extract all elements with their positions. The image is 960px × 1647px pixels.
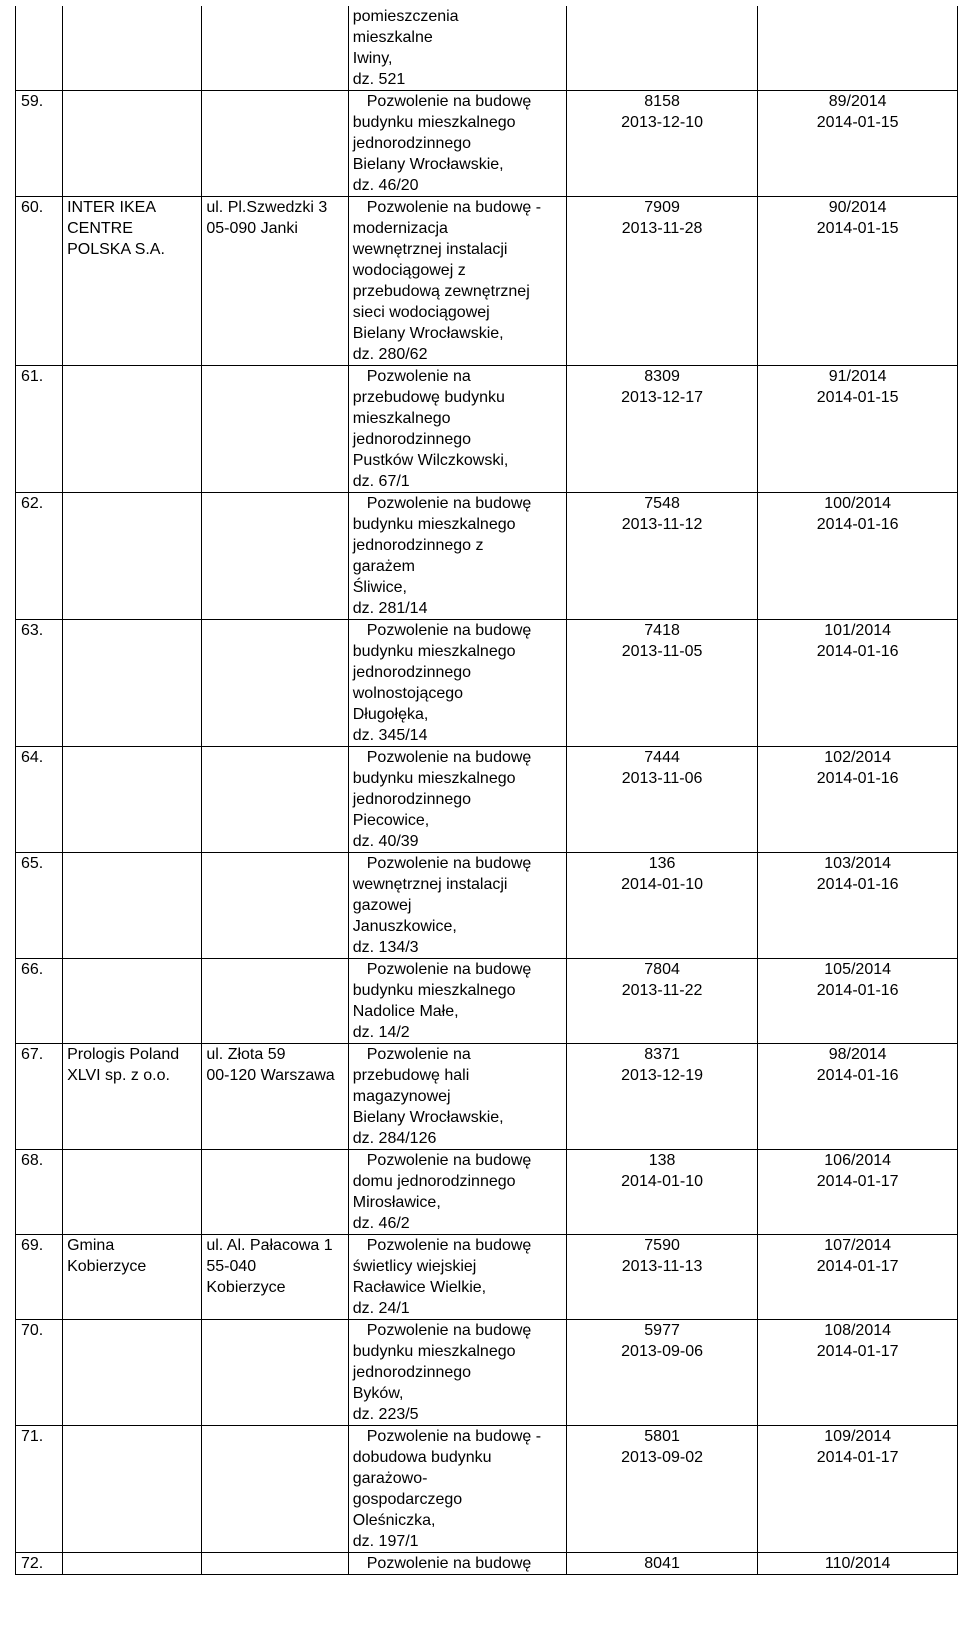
- application-cell: [566, 959, 757, 1044]
- investor-cell: [63, 1235, 202, 1320]
- description-line: wewnętrznej instalacji: [352, 876, 508, 893]
- row-number-cell: [16, 1426, 63, 1553]
- row-number: 62.: [21, 495, 44, 512]
- address-line: 00-120 Warszawa: [206, 1067, 335, 1084]
- description-line: pomieszczenia: [352, 8, 459, 25]
- investor-cell: [63, 1044, 202, 1150]
- application-line: 7590: [644, 1237, 680, 1254]
- investor-cell: [63, 6, 202, 91]
- description-line: Pozwolenie na budowę: [366, 961, 532, 978]
- table-row: [16, 620, 958, 747]
- table-row: [16, 1150, 958, 1235]
- application-line: 2013-12-10: [621, 114, 703, 131]
- description-line: Januszkowice,: [352, 918, 457, 935]
- application-cell: [566, 197, 757, 366]
- decision-cell: [758, 197, 958, 366]
- application-cell: [566, 6, 757, 91]
- decision-cell: [758, 91, 958, 197]
- investor-cell: [63, 1320, 202, 1426]
- application-line: 2014-01-10: [621, 1173, 703, 1190]
- application-cell: [566, 1235, 757, 1320]
- decision-line: 2014-01-15: [816, 389, 899, 406]
- description-line: garażowo-: [352, 1470, 428, 1487]
- description-line: dz. 40/39: [352, 833, 419, 850]
- description-cell: [348, 1320, 566, 1426]
- row-number: 71.: [21, 1428, 44, 1445]
- description-cell: [348, 1150, 566, 1235]
- table-row: [16, 1044, 958, 1150]
- application-line: 2013-11-22: [621, 982, 703, 999]
- description-line: jednorodzinnego z: [352, 537, 484, 554]
- description-line: Pozwolenie na budowę: [366, 622, 532, 639]
- application-line: 2013-12-19: [621, 1067, 703, 1084]
- description-line: dz. 281/14: [352, 600, 428, 617]
- application-cell: [566, 91, 757, 197]
- description-line: jednorodzinnego: [352, 1364, 472, 1381]
- description-cell: [348, 91, 566, 197]
- row-number: 61.: [21, 368, 44, 385]
- investor-cell: [63, 853, 202, 959]
- description-line: Racławice Wielkie,: [352, 1279, 487, 1296]
- decision-line: 102/2014: [824, 749, 892, 766]
- row-number-cell: [16, 1150, 63, 1235]
- application-cell: [566, 1426, 757, 1553]
- investor-cell: [63, 1553, 202, 1575]
- decision-cell: [758, 1426, 958, 1553]
- table-row: [16, 1235, 958, 1320]
- decision-line: 2014-01-16: [816, 770, 899, 787]
- description-line: dz. 280/62: [352, 346, 428, 363]
- description-line: Piecowice,: [352, 812, 430, 829]
- decision-line: 2014-01-16: [816, 643, 899, 660]
- decision-line: 106/2014: [824, 1152, 892, 1169]
- description-line: budynku mieszkalnego: [352, 643, 516, 660]
- description-line: przebudowę budynku: [352, 389, 505, 406]
- permits-table-body: [16, 6, 958, 1575]
- description-line: magazynowej: [352, 1088, 451, 1105]
- table-row: [16, 1426, 958, 1553]
- row-number-cell: [16, 620, 63, 747]
- description-line: dz. 134/3: [352, 939, 419, 956]
- description-line: Pozwolenie na budowę: [366, 749, 532, 766]
- application-line: 2014-01-10: [621, 876, 703, 893]
- decision-line: 105/2014: [824, 961, 892, 978]
- description-line: dz. 24/1: [352, 1300, 410, 1317]
- address-cell: [202, 853, 348, 959]
- investor-cell: [63, 366, 202, 493]
- row-number: 65.: [21, 855, 44, 872]
- row-number: 67.: [21, 1046, 44, 1063]
- description-cell: [348, 1553, 566, 1575]
- application-line: 2013-11-06: [621, 770, 703, 787]
- row-number-cell: [16, 91, 63, 197]
- application-line: 7804: [644, 961, 680, 978]
- decision-line: 2014-01-16: [816, 982, 899, 999]
- address-cell: [202, 1150, 348, 1235]
- description-line: jednorodzinnego: [352, 664, 472, 681]
- description-line: Długołęka,: [352, 706, 429, 723]
- application-line: 7418: [644, 622, 680, 639]
- row-number: 68.: [21, 1152, 44, 1169]
- row-number-cell: [16, 493, 63, 620]
- decision-line: 109/2014: [824, 1428, 892, 1445]
- description-line: Pozwolenie na budowę: [366, 1322, 532, 1339]
- investor-line: CENTRE: [67, 220, 133, 237]
- application-cell: [566, 366, 757, 493]
- application-line: 7444: [644, 749, 680, 766]
- decision-line: 2014-01-16: [816, 1067, 899, 1084]
- row-number: 63.: [21, 622, 44, 639]
- description-line: wodociągowej z: [352, 262, 466, 279]
- row-number: 66.: [21, 961, 44, 978]
- description-line: dz. 14/2: [352, 1024, 410, 1041]
- description-cell: [348, 620, 566, 747]
- description-line: Pozwolenie na budowę: [366, 495, 532, 512]
- investor-line: Kobierzyce: [67, 1258, 147, 1275]
- description-line: dz. 46/2: [352, 1215, 410, 1232]
- decision-line: 108/2014: [824, 1322, 892, 1339]
- investor-cell: [63, 493, 202, 620]
- application-line: 2013-11-13: [621, 1258, 703, 1275]
- description-line: Pozwolenie na: [366, 368, 471, 385]
- investor-cell: [63, 197, 202, 366]
- decision-cell: [758, 6, 958, 91]
- address-cell: [202, 1553, 348, 1575]
- description-line: Oleśniczka,: [352, 1512, 436, 1529]
- description-line: wewnętrznej instalacji: [352, 241, 508, 258]
- application-cell: [566, 620, 757, 747]
- application-cell: [566, 1320, 757, 1426]
- decision-line: 2014-01-15: [816, 220, 899, 237]
- table-row: [16, 1553, 958, 1575]
- description-line: jednorodzinnego: [352, 135, 472, 152]
- decision-line: 100/2014: [824, 495, 892, 512]
- description-cell: [348, 853, 566, 959]
- decision-line: 110/2014: [824, 1555, 891, 1572]
- decision-line: 91/2014: [828, 368, 887, 385]
- description-line: Pozwolenie na budowę -: [366, 1428, 542, 1445]
- decision-line: 103/2014: [824, 855, 892, 872]
- description-cell: [348, 6, 566, 91]
- decision-line: 2014-01-16: [816, 876, 899, 893]
- application-line: 8309: [644, 368, 680, 385]
- decision-cell: [758, 1150, 958, 1235]
- description-line: dz. 46/20: [352, 177, 419, 194]
- description-line: garażem: [352, 558, 415, 575]
- address-cell: [202, 747, 348, 853]
- application-cell: [566, 1150, 757, 1235]
- decision-cell: [758, 1044, 958, 1150]
- description-line: jednorodzinnego: [352, 791, 472, 808]
- decision-cell: [758, 1320, 958, 1426]
- description-line: Pozwolenie na budowę: [366, 855, 532, 872]
- decision-line: 101/2014: [824, 622, 892, 639]
- description-line: dz. 284/126: [352, 1130, 437, 1147]
- table-row: [16, 959, 958, 1044]
- description-line: domu jednorodzinnego: [352, 1173, 516, 1190]
- description-line: Pozwolenie na: [366, 1046, 471, 1063]
- decision-line: 2014-01-17: [816, 1173, 899, 1190]
- decision-cell: [758, 366, 958, 493]
- decision-line: 107/2014: [824, 1237, 892, 1254]
- application-line: 8158: [644, 93, 680, 110]
- description-line: dobudowa budynku: [352, 1449, 492, 1466]
- description-line: budynku mieszkalnego: [352, 770, 516, 787]
- application-line: 2013-11-28: [621, 220, 703, 237]
- application-cell: [566, 1044, 757, 1150]
- row-number-cell: [16, 1044, 63, 1150]
- address-line: Kobierzyce: [206, 1279, 286, 1296]
- address-line: ul. Pl.Szwedzki 3: [206, 199, 328, 216]
- description-cell: [348, 1235, 566, 1320]
- permits-table: [15, 6, 958, 1575]
- description-line: budynku mieszkalnego: [352, 516, 516, 533]
- address-cell: [202, 1044, 348, 1150]
- decision-line: 2014-01-17: [816, 1449, 899, 1466]
- row-number-cell: [16, 366, 63, 493]
- investor-line: POLSKA S.A.: [67, 241, 165, 258]
- application-line: 7909: [644, 199, 680, 216]
- application-line: 136: [648, 855, 676, 872]
- description-line: budynku mieszkalnego: [352, 114, 516, 131]
- application-line: 138: [648, 1152, 676, 1169]
- description-line: mieszkalnego: [352, 410, 451, 427]
- row-number: 69.: [21, 1237, 44, 1254]
- address-cell: [202, 366, 348, 493]
- description-line: budynku mieszkalnego: [352, 982, 516, 999]
- description-line: dz. 223/5: [352, 1406, 419, 1423]
- description-line: Pozwolenie na budowę -: [366, 199, 542, 216]
- description-cell: [348, 1044, 566, 1150]
- table-row: [16, 366, 958, 493]
- investor-cell: [63, 959, 202, 1044]
- decision-cell: [758, 1235, 958, 1320]
- address-line: 55-040: [206, 1258, 257, 1275]
- decision-cell: [758, 493, 958, 620]
- investor-line: INTER IKEA: [67, 199, 156, 216]
- application-line: 2013-09-06: [621, 1343, 703, 1360]
- row-number: 64.: [21, 749, 44, 766]
- address-line: ul. Złota 59: [206, 1046, 286, 1063]
- row-number-cell: [16, 1553, 63, 1575]
- address-cell: [202, 1235, 348, 1320]
- description-line: Mirosławice,: [352, 1194, 441, 1211]
- description-line: modernizacja: [352, 220, 448, 237]
- investor-cell: [63, 1150, 202, 1235]
- description-line: Nadolice Małe,: [352, 1003, 459, 1020]
- application-line: 2013-09-02: [621, 1449, 703, 1466]
- description-line: Śliwice,: [352, 579, 407, 596]
- application-line: 2013-12-17: [621, 389, 703, 406]
- investor-cell: [63, 620, 202, 747]
- table-row: [16, 493, 958, 620]
- row-number: 60.: [21, 199, 44, 216]
- decision-cell: [758, 853, 958, 959]
- row-number-cell: [16, 1320, 63, 1426]
- address-cell: [202, 1320, 348, 1426]
- description-line: Byków,: [352, 1385, 404, 1402]
- application-cell: [566, 493, 757, 620]
- application-line: 8041: [644, 1555, 680, 1572]
- row-number: 59.: [21, 93, 44, 110]
- description-cell: [348, 747, 566, 853]
- description-line: Bielany Wrocławskie,: [352, 1109, 504, 1126]
- decision-line: 2014-01-16: [816, 516, 899, 533]
- row-number-cell: [16, 1235, 63, 1320]
- decision-line: 2014-01-17: [816, 1343, 899, 1360]
- description-line: świetlicy wiejskiej: [352, 1258, 477, 1275]
- description-line: dz. 67/1: [352, 473, 410, 490]
- row-number-cell: [16, 6, 63, 91]
- application-cell: [566, 853, 757, 959]
- address-line: 05-090 Janki: [206, 220, 298, 237]
- description-line: Pozwolenie na budowę: [366, 1152, 532, 1169]
- application-cell: [566, 747, 757, 853]
- description-line: Pozwolenie na budowę: [366, 93, 532, 110]
- description-line: Bielany Wrocławskie,: [352, 156, 504, 173]
- address-cell: [202, 91, 348, 197]
- row-number-cell: [16, 959, 63, 1044]
- table-row: [16, 853, 958, 959]
- address-cell: [202, 6, 348, 91]
- row-number: 70.: [21, 1322, 44, 1339]
- description-cell: [348, 366, 566, 493]
- description-line: wolnostojącego: [352, 685, 464, 702]
- application-line: 5977: [644, 1322, 680, 1339]
- table-row: [16, 1320, 958, 1426]
- row-number: 72.: [21, 1555, 44, 1572]
- table-row: [16, 747, 958, 853]
- investor-line: Prologis Poland: [67, 1046, 180, 1063]
- decision-cell: [758, 747, 958, 853]
- description-cell: [348, 959, 566, 1044]
- address-cell: [202, 197, 348, 366]
- application-line: 2013-11-05: [621, 643, 703, 660]
- table-row: [16, 91, 958, 197]
- description-line: sieci wodociągowej: [352, 304, 490, 321]
- description-line: przebudowę hali: [352, 1067, 470, 1084]
- description-cell: [348, 197, 566, 366]
- decision-cell: [758, 959, 958, 1044]
- row-number-cell: [16, 747, 63, 853]
- description-cell: [348, 1426, 566, 1553]
- description-line: mieszkalne: [352, 29, 433, 46]
- address-cell: [202, 959, 348, 1044]
- description-line: jednorodzinnego: [352, 431, 472, 448]
- application-line: 2013-11-12: [621, 516, 703, 533]
- description-line: Pozwolenie na budowę: [366, 1237, 532, 1254]
- description-line: gazowej: [352, 897, 412, 914]
- description-line: dz. 345/14: [352, 727, 428, 744]
- investor-line: XLVI sp. z o.o.: [67, 1067, 170, 1084]
- description-line: Bielany Wrocławskie,: [352, 325, 504, 342]
- application-line: 5801: [644, 1428, 680, 1445]
- table-row: [16, 197, 958, 366]
- description-line: dz. 521: [352, 71, 406, 88]
- description-line: przebudową zewnętrznej: [352, 283, 530, 300]
- decision-line: 90/2014: [828, 199, 887, 216]
- decision-cell: [758, 1553, 958, 1575]
- row-number-cell: [16, 197, 63, 366]
- decision-line: 89/2014: [828, 93, 887, 110]
- application-cell: [566, 1553, 757, 1575]
- application-line: 7548: [644, 495, 680, 512]
- application-line: 8371: [644, 1046, 680, 1063]
- address-line: ul. Al. Pałacowa 1: [206, 1237, 333, 1254]
- decision-cell: [758, 620, 958, 747]
- description-cell: [348, 493, 566, 620]
- description-line: Pozwolenie na budowę: [366, 1555, 532, 1572]
- table-row: [16, 6, 958, 91]
- description-line: Pustków Wilczkowski,: [352, 452, 509, 469]
- decision-line: 98/2014: [828, 1046, 887, 1063]
- decision-line: 2014-01-15: [816, 114, 899, 131]
- investor-line: Gmina: [67, 1237, 115, 1254]
- description-line: Iwiny,: [352, 50, 393, 67]
- address-cell: [202, 493, 348, 620]
- investor-cell: [63, 1426, 202, 1553]
- row-number-cell: [16, 853, 63, 959]
- investor-cell: [63, 747, 202, 853]
- address-cell: [202, 1426, 348, 1553]
- investor-cell: [63, 91, 202, 197]
- description-line: gospodarczego: [352, 1491, 463, 1508]
- description-line: budynku mieszkalnego: [352, 1343, 516, 1360]
- decision-line: 2014-01-17: [816, 1258, 899, 1275]
- address-cell: [202, 620, 348, 747]
- description-line: dz. 197/1: [352, 1533, 419, 1550]
